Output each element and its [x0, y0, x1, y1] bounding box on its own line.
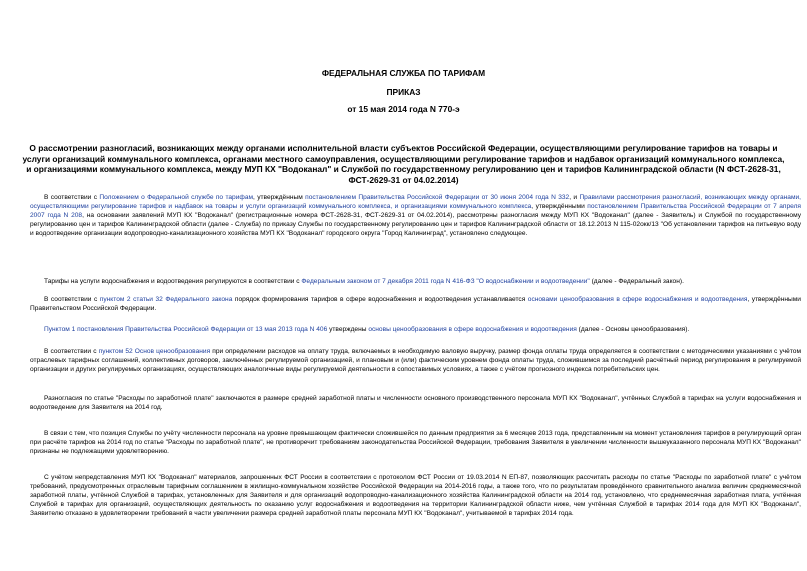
link-pricing-basics[interactable]: основами ценообразования в сфере водоснабжения и водоотведения — [527, 296, 748, 303]
paragraph-7: В связи с тем, что позиция Службы по учёту численности персонала на уровне превышающем фактически сложившейся по данным предприятия за 6 месяцев 2013 года, представленным на момент установления тарифов в регулирующий орган при расчёте тарифов на 2014 год по статье "Расходы по заработной плате", не противоречит требованиям законодательства Российской Федерации, требования Заявителя в увеличении численности вышеуказанного персонала МУП КХ "Водоканал" признаны не подлежащими удовлетворению. — [30, 430, 801, 455]
agency-name: ФЕДЕРАЛЬНАЯ СЛУЖБА ПО ТАРИФАМ — [321, 68, 486, 78]
link-decree-332[interactable]: постановлением Правительства Российской Федерации от 30 июня 2004 года N 332 — [305, 194, 570, 201]
paragraph-8: С учётом непредставления МУП КХ "Водоканал" материалов, запрошенных ФСТ России в соответствии с протоколом ФСТ России от 19.03.2014 N ЕП-87, позволяющих рассчитать расходы по статье "Расходы по заработной плате" с учётом требований, предусмотренных отраслевым тарифным соглашением в жилищно-коммунальном хозяйстве Российской Федерации на 2014-2016 годы, а также того, что по результатам проведённого сравнительного анализа величин среднемесячной заработной платы, учтённой Службой в тарифах, установленных для Заявителя и для организаций водопроводно-канализационного хозяйства Калининградской области на 2014 год, установлено, что среднемесячная заработная плата, учтённая Службой в тарифах для организаций, осуществляющих деятельность по оказанию услуг водоснабжения и водоотведения на территории Калининградской области ниже, чем учтённая Службой в тарифах 2014 года для МУП КХ "Водоканал", Заявителю отказано в удовлетворении требований в части увеличении размера средней заработной платы персонала МУП КХ "Водоканал", учитываемой в тарифах 2014 года. — [30, 474, 801, 517]
link-decree-406[interactable]: Пунктом 1 постановления Правительства Российской Федерации от 13 мая 2013 года N 406 — [44, 326, 328, 333]
link-decree-208[interactable]: постановлением Правительства Российской Федерации от 7 апреля 2007 года N 208 — [30, 203, 802, 219]
document-date-number: от 15 мая 2014 года N 770-э — [347, 104, 460, 114]
paragraph-5: В соответствии с пунктом 52 Основ ценообразования при определении расходов на оплату труда, включаемых в необходимую валовую выручку, размер фонда оплаты труда определяется в соответствии с методическими указаниями с учётом отраслевых тарифных соглашений, коллективных договоров, заключённых регулируемой организацией, и плановым и (или) фактическим уровнем фонда оплаты труда, сложившимся за последний расчётный период регулирования в регулируемой организации и других регулируемых организациях, осуществляющих аналогичные виды регулируемой деятельности в сопоставимых условиях, а также с учётом прогнозного индекса потребительских цен. — [30, 348, 801, 373]
link-pricing-basics-2[interactable]: основы ценообразования в сфере водоснабжения и водоотведения — [368, 326, 577, 333]
paragraph-1: В соответствии с Положением о Федеральной службе по тарифам, утверждённым постановлением Правительства Российской Федерации от 30 июня 2004 года N 332, и Правилами рассмотрения разногласий, возникающих между органами, осуществляющими регулирование тарифов и надбавок на товары и услуги организаций коммунального комплекса, и организациями коммунального комплекса, утверждёнными постановлением Правительства Российской Федерации от 7 апреля 2007 года N 208, на основании заявлений МУП КХ "Водоканал" (регистрационные номера ФСТ-2628-31, ФСТ-2629-31 от 04.02.2014), рассмотрены разногласия между МУП КХ "Водоканал" (далее - Заявитель) и Службой по государственному регулированию цен и тарифов Калининградской области (далее - Служба) по приказу Службы по государственному регулированию цен и тарифов Калининградской области от 18.12.2013 N 115-02окк/13 "Об установлении тарифов на питьевую воду и водоотведение организации водопроводно-канализационного хозяйства МУП КХ "Водоканал" городского округа "Город Калининград", установлено следующее. — [30, 194, 802, 237]
link-point-52[interactable]: пунктом 52 Основ ценообразования — [98, 348, 211, 355]
link-federal-law-416[interactable]: Федеральным законом от 7 декабря 2011 года N 416-ФЗ "О водоснабжении и водоотведении" — [301, 278, 590, 285]
link-article-32[interactable]: пунктом 2 статьи 32 Федерального закона — [99, 296, 233, 303]
document-title: О рассмотрении разногласий, возникающих между органами исполнительной власти субъектов Российской Федерации, осуществляющими регулирование тарифов на товары и услуги организаций коммунального комплекса, органами местного самоуправления, осуществляющими регулирование тарифов и надбавок организаций коммунального комплекса, и организациями коммунального комплекса, между МУП КХ "Водоканал" и Службой по государственному регулированию цен и тарифов Калининградской области (N ФСТ-2628-31, ФСТ-2629-31 от 04.02.2014) — [22, 143, 785, 185]
link-fst-regulation[interactable]: Положением о Федеральной службе по тарифам — [99, 194, 254, 201]
link-dispute-rules[interactable]: Правилами рассмотрения разногласий, возникающих между органами, осуществляющими регулирование тарифов и надбавок на товары и услуги организаций коммунального комплекса, и организациями коммунального комплекса — [30, 194, 802, 210]
paragraph-3: В соответствии с пунктом 2 статьи 32 Федерального закона порядок формирования тарифов в сфере водоснабжения и водоотведения устанавливается основами ценообразования в сфере водоснабжения и водоотведения, утверждёнными Правительством Российской Федерации. — [30, 296, 801, 312]
paragraph-4: Пунктом 1 постановления Правительства Российской Федерации от 13 мая 2013 года N 406 утверждены основы ценообразования в сфере водоснабжения и водоотведения (далее - Основы ценообразования). — [44, 326, 690, 333]
paragraph-2: Тарифы на услуги водоснабжения и водоотведения регулируются в соответствии с Федеральным законом от 7 декабря 2011 года N 416-ФЗ "О водоснабжении и водоотведении" (далее - Федеральный закон). — [44, 278, 684, 285]
paragraph-6: Разногласия по статье "Расходы по заработной плате" заключаются в размере средней заработной платы и численности основного производственного персонала МУП КХ "Водоканал", учтённых Службой в тарифах на услуги водоснабжения и водоотведение для Заявителя на 2014 год. — [30, 395, 801, 411]
document-type: ПРИКАЗ — [386, 87, 421, 97]
